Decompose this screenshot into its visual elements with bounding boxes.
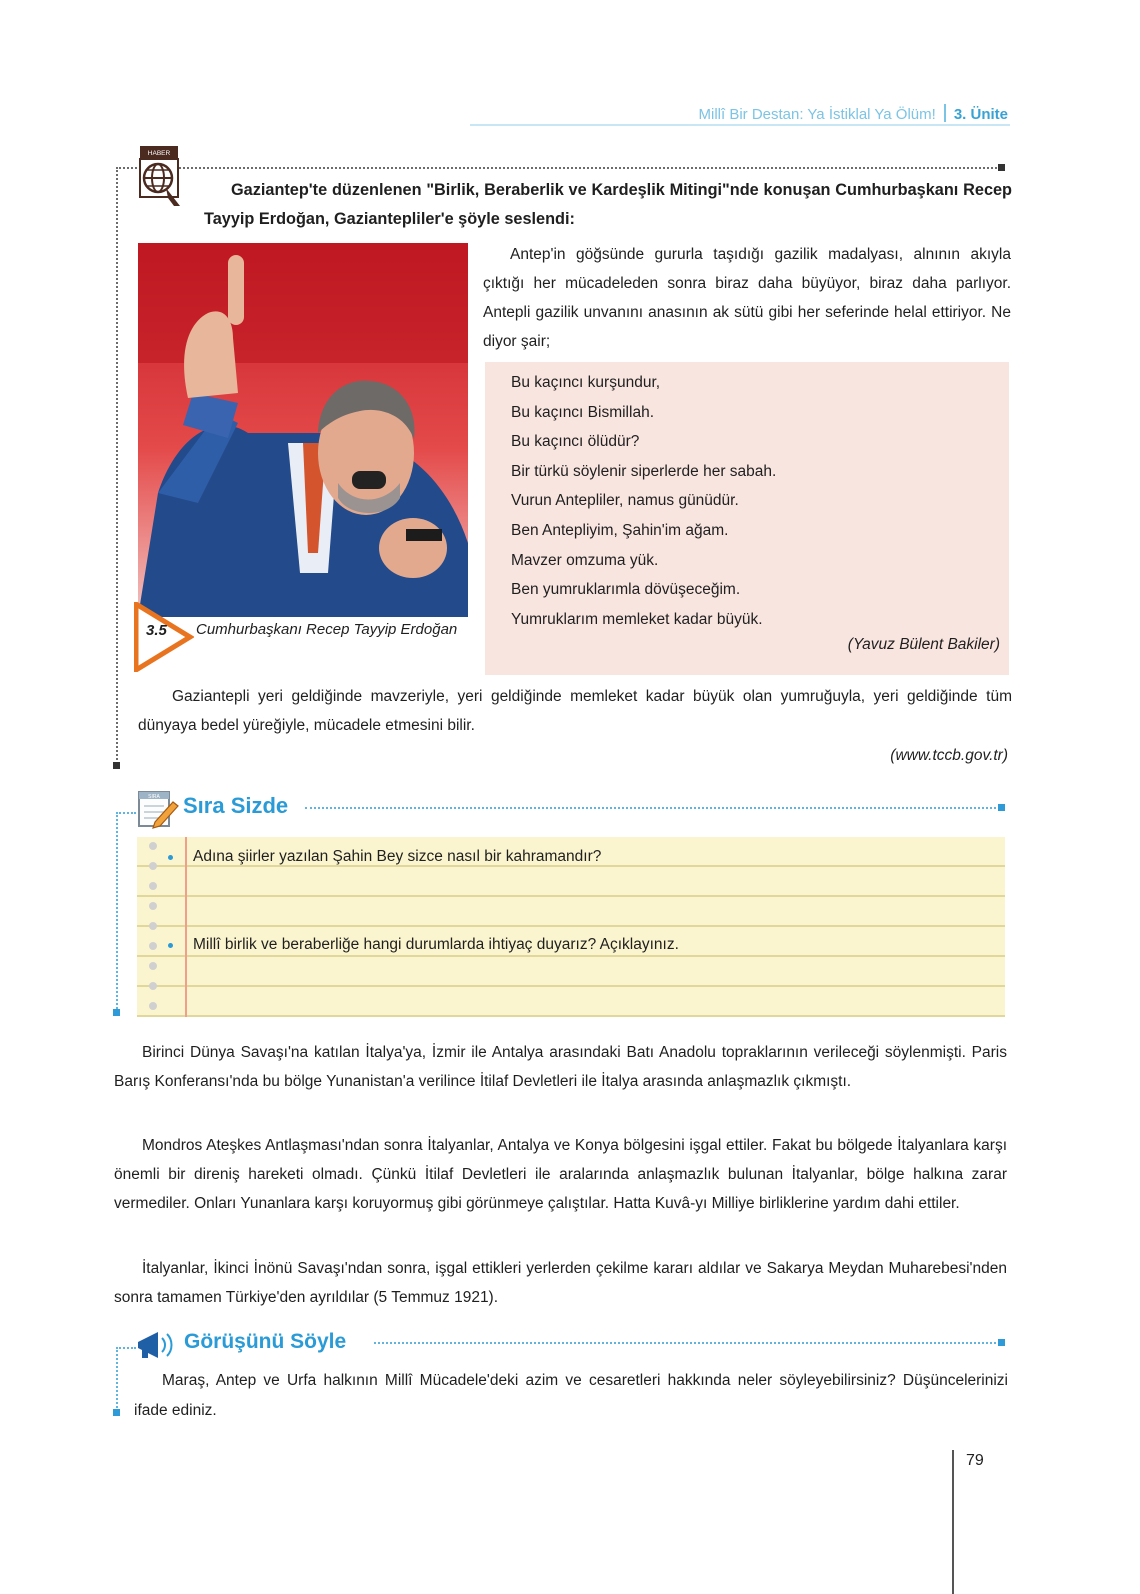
poem-line: Bu kaçıncı kurşundur, [511, 374, 661, 391]
page-number-rule [952, 1450, 954, 1594]
poem-line: Ben Antepliyim, Şahin'im ağam. [511, 521, 729, 539]
body-paragraph: Mondros Ateşkes Antlaşması'ndan sonra İtalyanlar, Antalya ve Konya bölgesini işgal ettiler. Fakat bu bölgede İtalyanlara karşı önemli bir direniş hareketi olmadı. Çünkü İtilaf Devletleri ile aralarında anlaşmazlık bulunan İtalyanlar, bölge halkına zarar vermediler. Onları Yunanlara karşı koruyormuş gibi görünmeye çalıştılar. Hatta Kuvâ-yı Milliye birliklerine yardım dahi ettiler. [114, 1137, 1007, 1213]
question-text: Millî birlik ve beraberliğe hangi durumlarda ihtiyaç duyarız? Açıklayınız. [193, 936, 679, 953]
gorus-frame-top-end [998, 1339, 1005, 1346]
header-rule [470, 124, 1010, 126]
page-number: 79 [966, 1452, 984, 1469]
poem-line: Yumruklarım memleket kadar büyük. [511, 610, 763, 628]
news-closing-text: Gaziantepli yeri geldiğinde mavzeriyle, yeri geldiğinde memleket kadar büyük olan yumruğuyla, yeri geldiğinde tüm dünyaya bedel yüreğiyle, mücadele etmesini bilir. [138, 688, 1012, 734]
unit-label: 3. Ünite [953, 106, 1008, 123]
notebook-hole [149, 1002, 157, 1010]
chapter-title: Millî Bir Destan: Ya İstiklal Ya Ölüm! [698, 106, 936, 123]
news-icon-label: HABER [147, 150, 171, 157]
gorus-question: Maraş, Antep ve Urfa halkının Millî Mücadele'deki azim ve cesaretleri hakkında neler söyleyebilirsiniz? Düşüncelerinizi ifade ediniz. [134, 1372, 1008, 1419]
sira-sizde-title: Sıra Sizde [183, 793, 289, 818]
poet-attribution: (Yavuz Bülent Bakiler) [847, 636, 1000, 653]
globe-news-icon [138, 146, 184, 215]
figure-number-marker [134, 602, 194, 677]
sira-frame-left [116, 812, 118, 1012]
gorus-frame-left [116, 1347, 118, 1411]
gorus-frame-top [374, 1342, 1000, 1344]
poem-line: Vurun Antepliler, namus günüdür. [511, 492, 739, 510]
poem-line: Ben yumruklarımla dövüşeceğim. [511, 581, 741, 599]
notebook-hole [149, 982, 157, 990]
news-intro: Gaziantep'te düzenlenen "Birlik, Beraberlik ve Kardeşlik Mitingi"nde konuşan Cumhurbaşkanı Recep Tayyip Erdoğan, Gaziantepliler'e şöyle seslendi: [204, 181, 1012, 228]
figure-caption: Cumhurbaşkanı Recep Tayyip Erdoğan [196, 621, 458, 638]
question-bullet [168, 943, 173, 948]
news-frame-bottom-end [113, 762, 120, 769]
notebook-hole [149, 862, 157, 870]
sira-frame-end [113, 1009, 120, 1016]
notebook-hole [149, 902, 157, 910]
question-text: Adına şiirler yazılan Şahin Bey sizce nasıl bir kahramandır? [193, 848, 602, 865]
news-frame-end [998, 164, 1005, 171]
poem-line: Bu kaçıncı ölüdür? [511, 433, 640, 451]
notebook-hole [149, 882, 157, 890]
speech-text: Antep'in göğsünde gururla taşıdığı gazilik madalyası, alnının akıyla çıktığı her mücadeleden sonra biraz daha büyüyor, biraz daha parlıyor. Antepli gazilik unvanını anasının ak sütü gibi her seferinde helal ettiriyor. Ne diyor şair; [483, 246, 1011, 350]
question-bullet [168, 855, 173, 860]
notebook-hole [149, 842, 157, 850]
header-separator [944, 104, 946, 122]
notebook-hole [149, 942, 157, 950]
sira-icon-label: SIRA [148, 794, 160, 800]
notebook-hole [149, 962, 157, 970]
notepad-pencil-icon [137, 790, 181, 835]
gorus-frame-top-left [116, 1347, 136, 1349]
notebook-margin-line [185, 837, 187, 1017]
news-frame-left [116, 167, 118, 767]
body-paragraph: Birinci Dünya Savaşı'na katılan İtalya'ya, İzmir ile Antalya arasındaki Batı Anadolu topraklarının verileceği söylenmişti. Paris Barış Konferansı'nda bu bölge Yunanistan'a verilince İtilaf Devletleri ile İtalya arasında anlaşmazlık çıkmıştı. [114, 1044, 1007, 1091]
gorusunu-soyle-title: Görüşünü Söyle [184, 1330, 347, 1353]
notebook-hole [149, 922, 157, 930]
sira-frame-top-end [998, 804, 1005, 811]
poem-line: Bir türkü söylenir siperlerde her sabah. [511, 462, 777, 480]
figure-number: 3.5 [146, 622, 167, 639]
body-paragraph: İtalyanlar, İkinci İnönü Savaşı'ndan sonra, işgal ettikleri yerlerden çekilme kararı aldılar ve Sakarya Meydan Muharebesi'nden sonra tamamen Türkiye'den ayrıldılar (5 Temmuz 1921). [114, 1260, 1007, 1307]
news-source: (www.tccb.gov.tr) [890, 747, 1008, 764]
news-frame-top [116, 167, 1000, 169]
sira-frame-top [305, 807, 1000, 809]
gorus-frame-end [113, 1409, 120, 1416]
sira-frame-top-left [116, 812, 136, 814]
running-header [699, 104, 1009, 123]
poem-line: Bu kaçıncı Bismillah. [511, 403, 654, 421]
megaphone-icon [136, 1328, 180, 1367]
erdogan-photo [138, 243, 468, 617]
poem [511, 368, 776, 634]
poem-line: Mavzer omzuma yük. [511, 551, 659, 569]
